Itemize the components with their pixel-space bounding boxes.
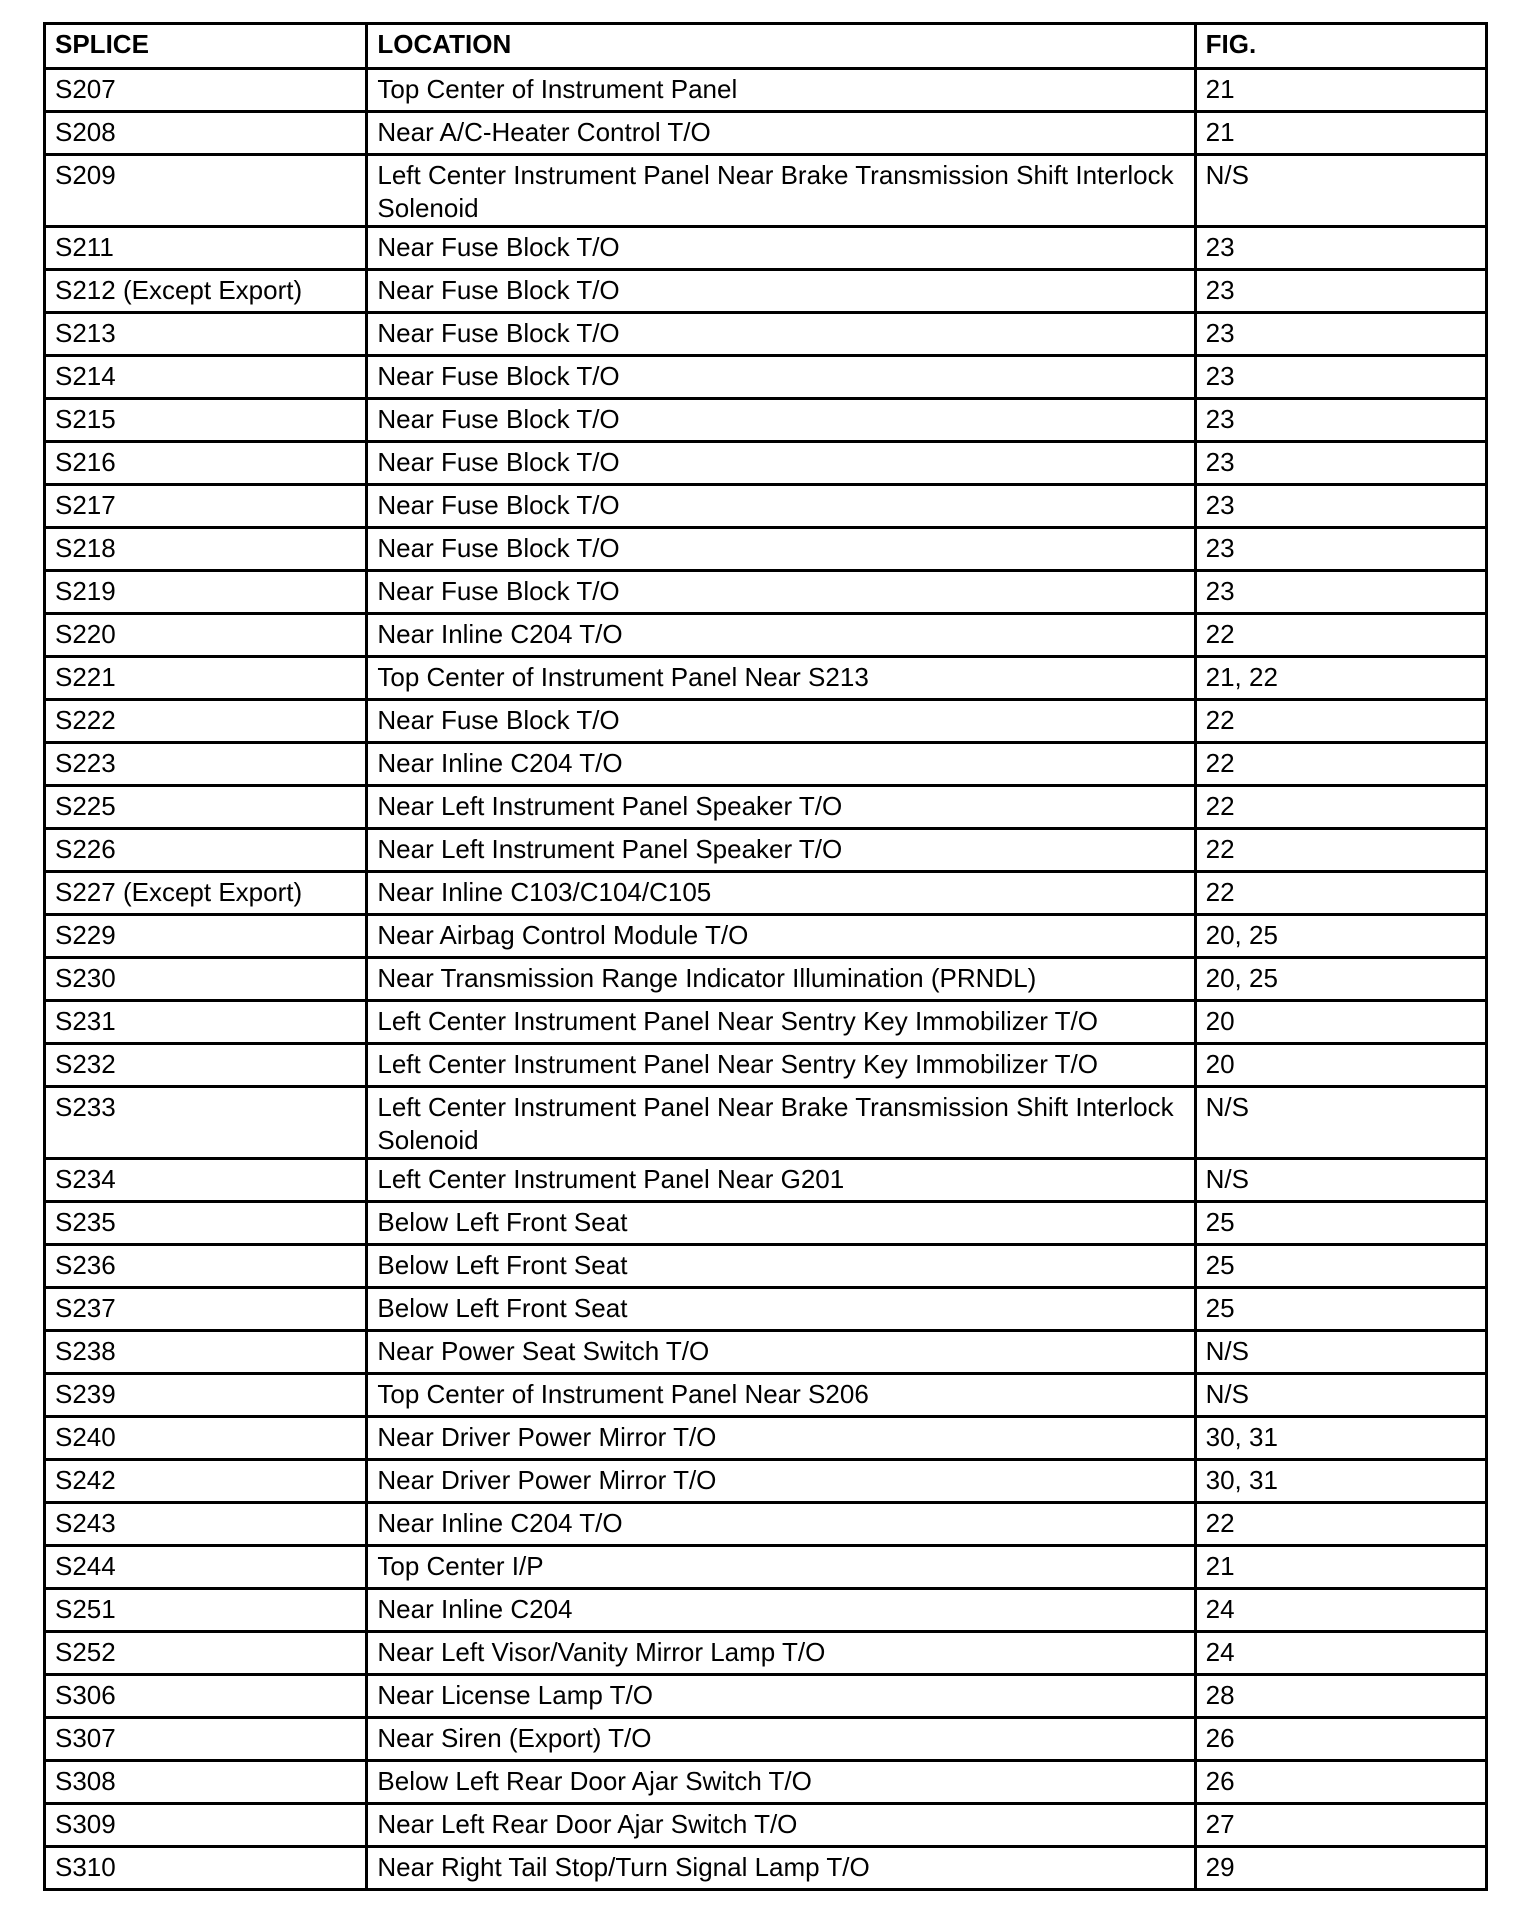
- fig-cell: 30, 31: [1195, 1417, 1486, 1460]
- splice-cell: S218: [45, 528, 367, 571]
- fig-cell: 28: [1195, 1675, 1486, 1718]
- splice-cell: S239: [45, 1374, 367, 1417]
- fig-cell: 23: [1195, 528, 1486, 571]
- splice-cell: S230: [45, 958, 367, 1001]
- table-row: [45, 1417, 1487, 1460]
- fig-cell: 25: [1195, 1245, 1486, 1288]
- fig-cell: 29: [1195, 1847, 1486, 1890]
- table-row: [45, 1718, 1487, 1761]
- location-cell: Near A/C-Heater Control T/O: [367, 112, 1195, 155]
- header-row: [45, 24, 1487, 69]
- location-cell: Near Inline C103/C104/C105: [367, 872, 1195, 915]
- table-row: [45, 1288, 1487, 1331]
- splice-location-table: [43, 22, 1488, 1891]
- table-row: [45, 1503, 1487, 1546]
- table-row: [45, 1847, 1487, 1890]
- splice-cell: S237: [45, 1288, 367, 1331]
- location-cell: Top Center of Instrument Panel: [367, 69, 1195, 112]
- location-cell: Near Airbag Control Module T/O: [367, 915, 1195, 958]
- table-row: [45, 270, 1487, 313]
- splice-cell: S310: [45, 1847, 367, 1890]
- table-row: [45, 1632, 1487, 1675]
- splice-cell: S235: [45, 1202, 367, 1245]
- location-cell: Left Center Instrument Panel Near Sentry Key Immobilizer T/O: [367, 1044, 1195, 1087]
- fig-cell: N/S: [1195, 1159, 1486, 1202]
- table-row: [45, 399, 1487, 442]
- location-cell: Near Fuse Block T/O: [367, 571, 1195, 614]
- fig-cell: 22: [1195, 786, 1486, 829]
- splice-cell: S244: [45, 1546, 367, 1589]
- splice-cell: S214: [45, 356, 367, 399]
- splice-cell: S227 (Except Export): [45, 872, 367, 915]
- location-cell: Below Left Rear Door Ajar Switch T/O: [367, 1761, 1195, 1804]
- fig-cell: N/S: [1195, 1331, 1486, 1374]
- splice-cell: S209: [45, 155, 367, 227]
- table-row: [45, 743, 1487, 786]
- table-row: [45, 1087, 1487, 1159]
- table-row: [45, 356, 1487, 399]
- location-cell: Near Driver Power Mirror T/O: [367, 1460, 1195, 1503]
- splice-cell: S229: [45, 915, 367, 958]
- fig-cell: 20: [1195, 1044, 1486, 1087]
- splice-cell: S212 (Except Export): [45, 270, 367, 313]
- table-row: [45, 1675, 1487, 1718]
- splice-cell: S242: [45, 1460, 367, 1503]
- fig-cell: N/S: [1195, 155, 1486, 227]
- splice-cell: S217: [45, 485, 367, 528]
- location-cell: Below Left Front Seat: [367, 1245, 1195, 1288]
- fig-cell: 25: [1195, 1202, 1486, 1245]
- splice-cell: S240: [45, 1417, 367, 1460]
- location-cell: Near Left Visor/Vanity Mirror Lamp T/O: [367, 1632, 1195, 1675]
- location-cell: Near Left Instrument Panel Speaker T/O: [367, 786, 1195, 829]
- table-row: [45, 313, 1487, 356]
- fig-cell: 22: [1195, 1503, 1486, 1546]
- location-cell: Near Fuse Block T/O: [367, 313, 1195, 356]
- location-cell: Near Left Instrument Panel Speaker T/O: [367, 829, 1195, 872]
- location-cell: Near Fuse Block T/O: [367, 227, 1195, 270]
- table-row: [45, 700, 1487, 743]
- splice-cell: S208: [45, 112, 367, 155]
- fig-cell: 26: [1195, 1761, 1486, 1804]
- table-row: [45, 958, 1487, 1001]
- splice-cell: S252: [45, 1632, 367, 1675]
- table-row: [45, 1245, 1487, 1288]
- location-cell: Near Right Tail Stop/Turn Signal Lamp T/O: [367, 1847, 1195, 1890]
- fig-cell: 30, 31: [1195, 1460, 1486, 1503]
- table-row: [45, 1374, 1487, 1417]
- location-cell: Near Fuse Block T/O: [367, 528, 1195, 571]
- header-splice: SPLICE: [45, 24, 367, 69]
- fig-cell: 23: [1195, 313, 1486, 356]
- location-cell: Below Left Front Seat: [367, 1288, 1195, 1331]
- location-cell: Near Inline C204 T/O: [367, 1503, 1195, 1546]
- fig-cell: 26: [1195, 1718, 1486, 1761]
- location-cell: Near Left Rear Door Ajar Switch T/O: [367, 1804, 1195, 1847]
- splice-cell: S309: [45, 1804, 367, 1847]
- location-cell: Left Center Instrument Panel Near Brake Transmission Shift Interlock Solenoid: [367, 155, 1195, 227]
- fig-cell: 23: [1195, 356, 1486, 399]
- location-cell: Top Center of Instrument Panel Near S213: [367, 657, 1195, 700]
- fig-cell: 22: [1195, 872, 1486, 915]
- fig-cell: 23: [1195, 399, 1486, 442]
- splice-cell: S222: [45, 700, 367, 743]
- location-cell: Left Center Instrument Panel Near Sentry Key Immobilizer T/O: [367, 1001, 1195, 1044]
- fig-cell: 21, 22: [1195, 657, 1486, 700]
- location-cell: Near Inline C204 T/O: [367, 743, 1195, 786]
- splice-cell: S223: [45, 743, 367, 786]
- table-row: [45, 1804, 1487, 1847]
- table-row: [45, 1001, 1487, 1044]
- table-row: [45, 872, 1487, 915]
- splice-cell: S219: [45, 571, 367, 614]
- header-location: LOCATION: [367, 24, 1195, 69]
- location-cell: Near Inline C204: [367, 1589, 1195, 1632]
- fig-cell: N/S: [1195, 1374, 1486, 1417]
- fig-cell: N/S: [1195, 1087, 1486, 1159]
- table-row: [45, 155, 1487, 227]
- location-cell: Near Fuse Block T/O: [367, 399, 1195, 442]
- location-cell: Near Fuse Block T/O: [367, 442, 1195, 485]
- fig-cell: 20, 25: [1195, 915, 1486, 958]
- location-cell: Top Center of Instrument Panel Near S206: [367, 1374, 1195, 1417]
- fig-cell: 25: [1195, 1288, 1486, 1331]
- fig-cell: 23: [1195, 227, 1486, 270]
- location-cell: Near Transmission Range Indicator Illumination (PRNDL): [367, 958, 1195, 1001]
- location-cell: Near Fuse Block T/O: [367, 356, 1195, 399]
- table-row: [45, 528, 1487, 571]
- splice-cell: S226: [45, 829, 367, 872]
- location-cell: Near Power Seat Switch T/O: [367, 1331, 1195, 1374]
- splice-cell: S233: [45, 1087, 367, 1159]
- table-row: [45, 571, 1487, 614]
- fig-cell: 20, 25: [1195, 958, 1486, 1001]
- fig-cell: 20: [1195, 1001, 1486, 1044]
- splice-cell: S232: [45, 1044, 367, 1087]
- splice-cell: S225: [45, 786, 367, 829]
- location-cell: Below Left Front Seat: [367, 1202, 1195, 1245]
- table-row: [45, 1761, 1487, 1804]
- splice-cell: S243: [45, 1503, 367, 1546]
- location-cell: Near Fuse Block T/O: [367, 700, 1195, 743]
- fig-cell: 21: [1195, 1546, 1486, 1589]
- location-cell: Near Inline C204 T/O: [367, 614, 1195, 657]
- location-cell: Near Driver Power Mirror T/O: [367, 1417, 1195, 1460]
- fig-cell: 23: [1195, 485, 1486, 528]
- splice-cell: S236: [45, 1245, 367, 1288]
- table-row: [45, 786, 1487, 829]
- splice-cell: S306: [45, 1675, 367, 1718]
- header-fig: FIG.: [1195, 24, 1486, 69]
- splice-cell: S207: [45, 69, 367, 112]
- table-row: [45, 1460, 1487, 1503]
- fig-cell: 24: [1195, 1632, 1486, 1675]
- table-row: [45, 1589, 1487, 1632]
- table-row: [45, 1546, 1487, 1589]
- table-row: [45, 1202, 1487, 1245]
- splice-cell: S231: [45, 1001, 367, 1044]
- table-row: [45, 657, 1487, 700]
- fig-cell: 21: [1195, 69, 1486, 112]
- splice-cell: S213: [45, 313, 367, 356]
- splice-cell: S308: [45, 1761, 367, 1804]
- table-row: [45, 915, 1487, 958]
- fig-cell: 23: [1195, 442, 1486, 485]
- splice-cell: S307: [45, 1718, 367, 1761]
- fig-cell: 27: [1195, 1804, 1486, 1847]
- table-row: [45, 1044, 1487, 1087]
- splice-cell: S221: [45, 657, 367, 700]
- fig-cell: 22: [1195, 614, 1486, 657]
- fig-cell: 22: [1195, 700, 1486, 743]
- splice-cell: S234: [45, 1159, 367, 1202]
- fig-cell: 21: [1195, 112, 1486, 155]
- splice-cell: S211: [45, 227, 367, 270]
- table-row: [45, 1159, 1487, 1202]
- table-row: [45, 227, 1487, 270]
- location-cell: Near License Lamp T/O: [367, 1675, 1195, 1718]
- fig-cell: 24: [1195, 1589, 1486, 1632]
- fig-cell: 23: [1195, 571, 1486, 614]
- location-cell: Left Center Instrument Panel Near Brake Transmission Shift Interlock Solenoid: [367, 1087, 1195, 1159]
- splice-cell: S238: [45, 1331, 367, 1374]
- fig-cell: 22: [1195, 743, 1486, 786]
- table-row: [45, 442, 1487, 485]
- table-row: [45, 614, 1487, 657]
- fig-cell: 22: [1195, 829, 1486, 872]
- location-cell: Near Fuse Block T/O: [367, 270, 1195, 313]
- table-row: [45, 485, 1487, 528]
- splice-cell: S215: [45, 399, 367, 442]
- location-cell: Near Fuse Block T/O: [367, 485, 1195, 528]
- splice-cell: S251: [45, 1589, 367, 1632]
- table-row: [45, 112, 1487, 155]
- fig-cell: 23: [1195, 270, 1486, 313]
- table-row: [45, 1331, 1487, 1374]
- location-cell: Left Center Instrument Panel Near G201: [367, 1159, 1195, 1202]
- location-cell: Near Siren (Export) T/O: [367, 1718, 1195, 1761]
- splice-cell: S216: [45, 442, 367, 485]
- table-row: [45, 829, 1487, 872]
- table-row: [45, 69, 1487, 112]
- splice-cell: S220: [45, 614, 367, 657]
- location-cell: Top Center I/P: [367, 1546, 1195, 1589]
